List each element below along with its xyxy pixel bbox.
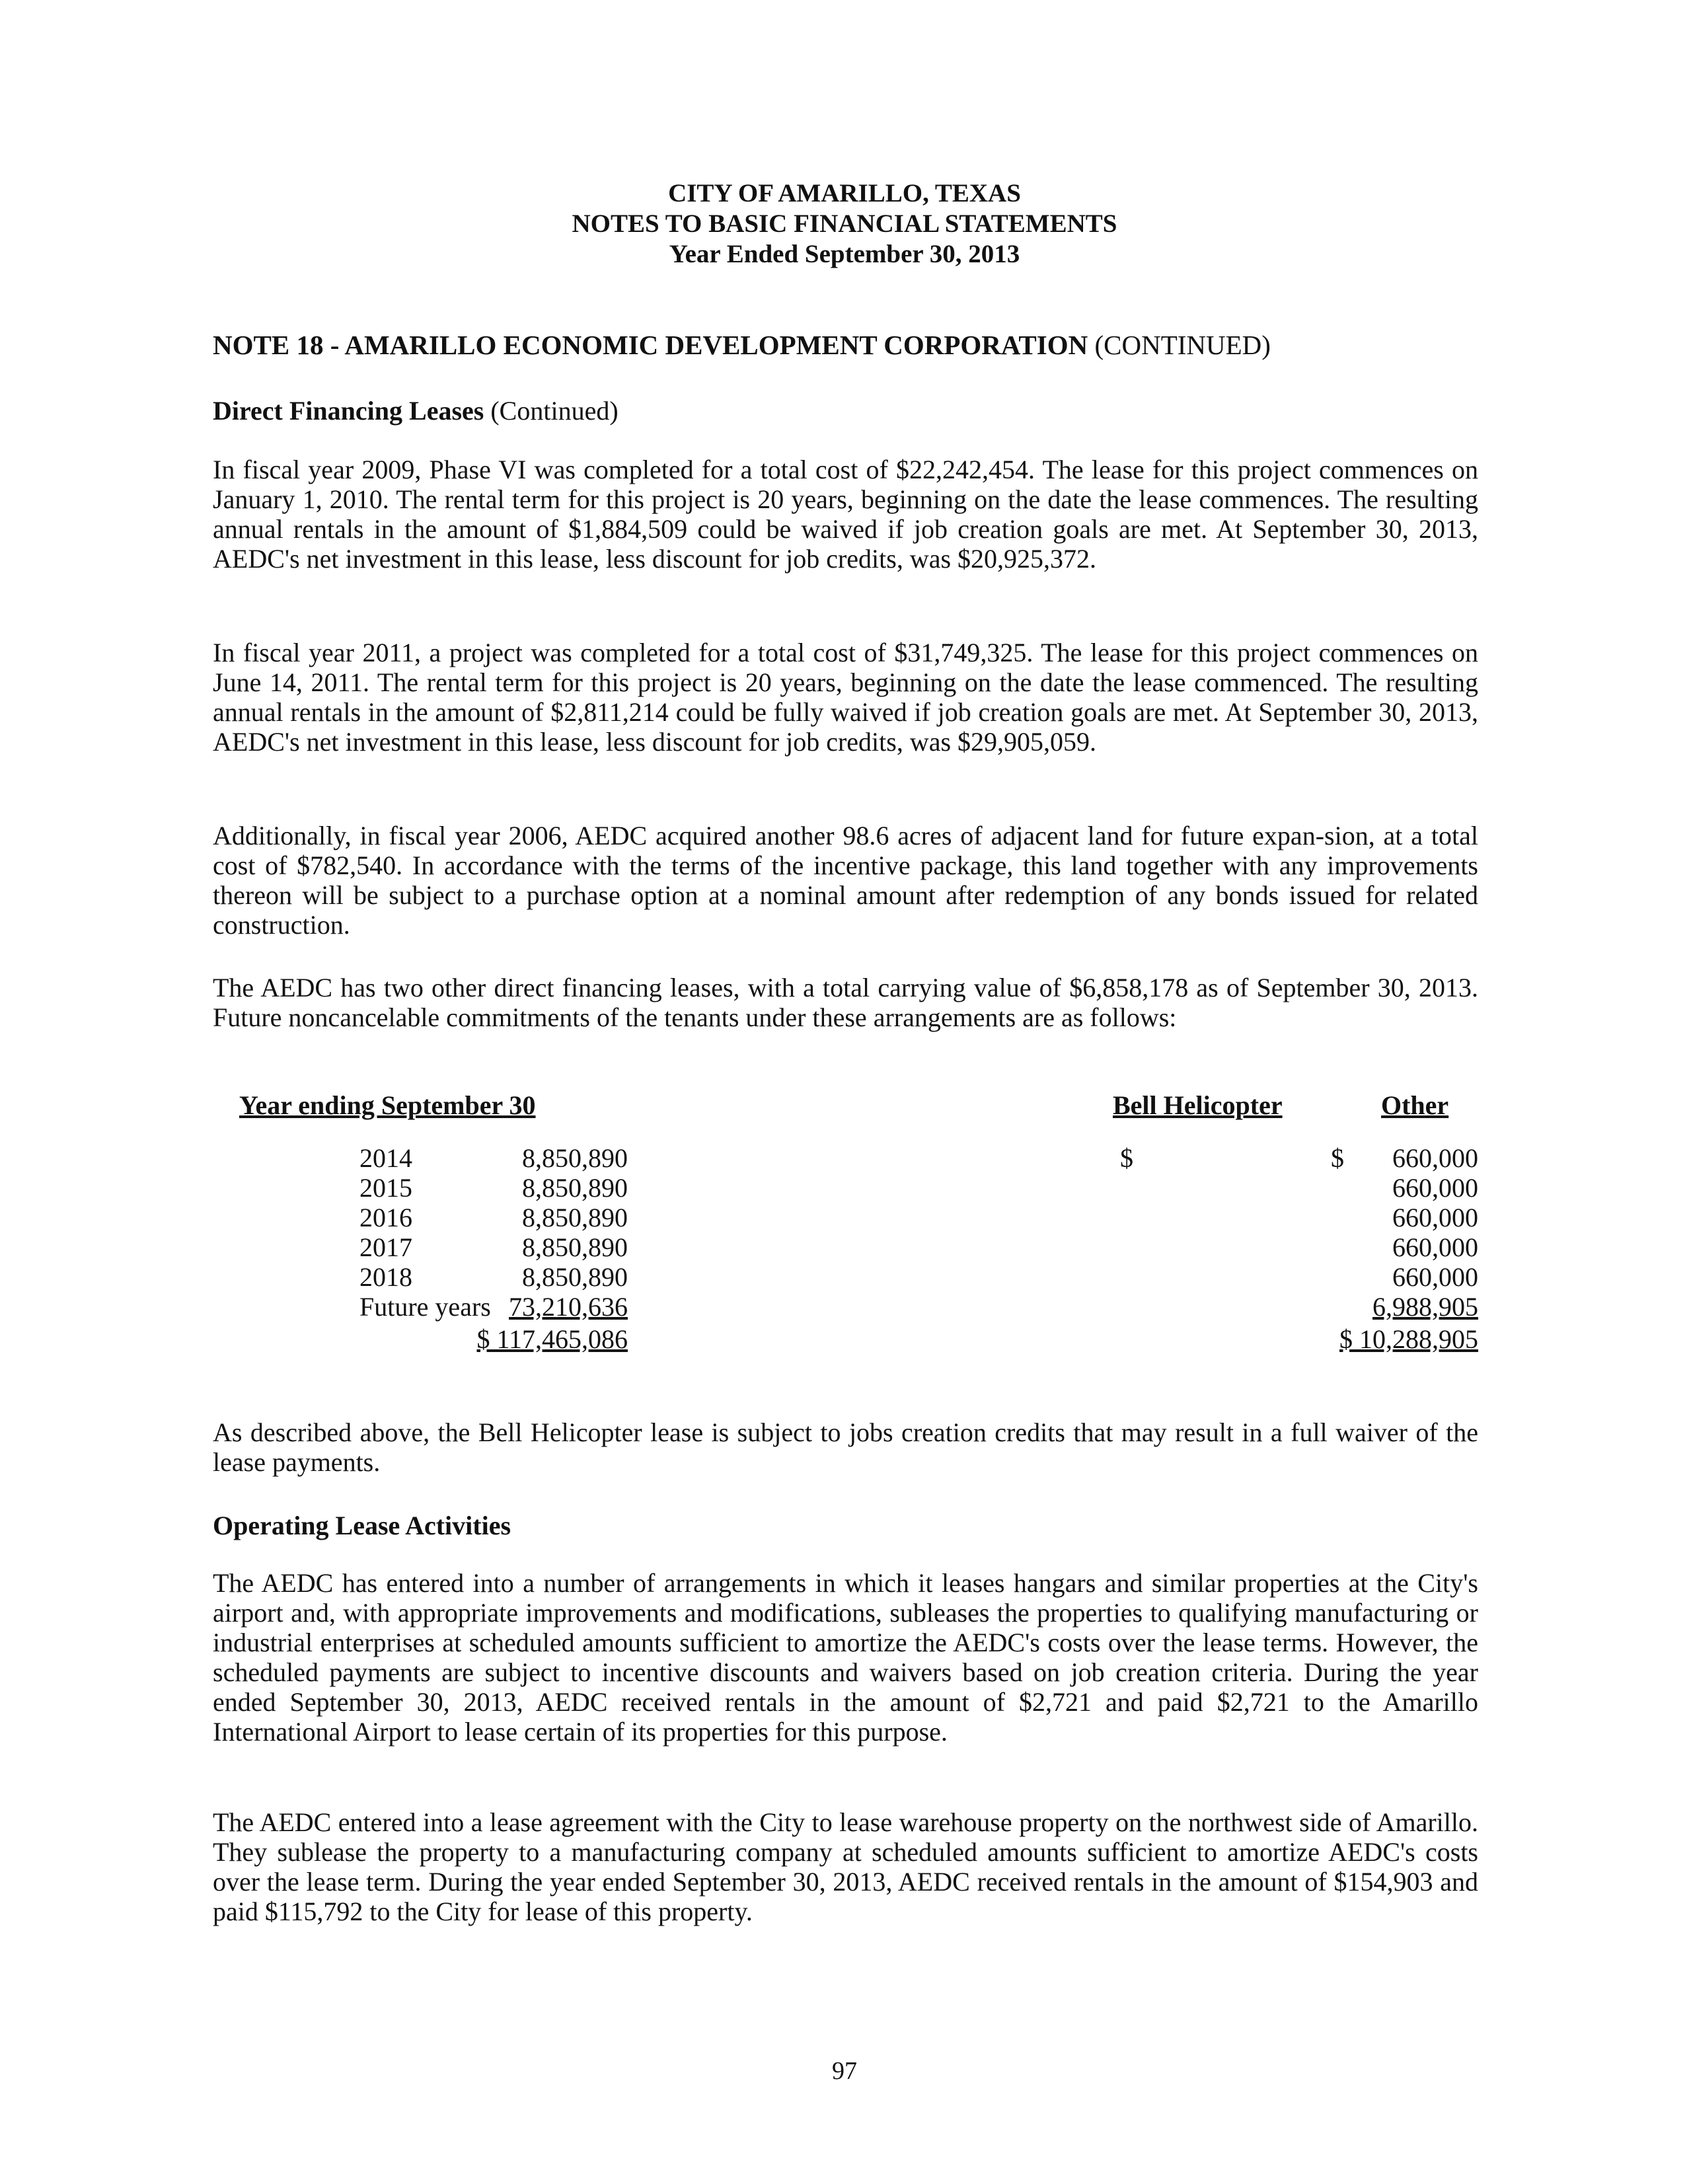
table-row xyxy=(213,1143,1478,1173)
paragraph-warehouse-lease: The AEDC entered into a lease agreement with the City to lease warehouse property on the northwest side of Amarillo. They sublease the property to a manufacturing company at scheduled amounts sufficient to amortize AEDC's costs over the lease term. During the year ended September 30, 2013, AEDC received rentals in the amount of $154,903 and paid $115,792 to the City for lease of this property. xyxy=(213,1807,1478,1926)
section-heading-direct-financing xyxy=(213,395,1478,427)
table-row xyxy=(213,1173,1478,1203)
year-cell: 2016 xyxy=(359,1203,412,1232)
table-row xyxy=(213,1232,1478,1262)
bell-amount: 8,850,890 xyxy=(522,1173,628,1203)
page-number: 97 xyxy=(832,2057,857,2085)
table-row xyxy=(213,1292,1478,1322)
year-cell: 2015 xyxy=(359,1173,412,1203)
year-cell: 2017 xyxy=(359,1232,412,1262)
section-heading-suffix: (Continued) xyxy=(484,396,619,426)
paragraph-fiscal-2011: In fiscal year 2011, a project was completed for a total cost of $31,749,325. The lease for this project commences on June 14, 2011. The rental term for this project is 20 years, beginning on the date the lease commenced. The resulting annual rentals in the amount of $2,811,214 could be fully waived if job creation goals are met. At September 30, 2013, AEDC's net investment in this lease, less discount for job credits, was $29,905,059. xyxy=(213,638,1478,757)
table-total-row xyxy=(213,1324,1478,1361)
header-entity: CITY OF AMARILLO, TEXAS xyxy=(668,179,1021,207)
bell-amount: 8,850,890 xyxy=(522,1203,628,1232)
table-header-row xyxy=(213,1090,1478,1143)
document-header xyxy=(0,178,1689,270)
paragraph-other-leases: The AEDC has two other direct financing leases, with a total carrying value of $6,858,178 as of September 30, 2013. Future noncancelable commitments of the tenants under these arrangements are as follows: xyxy=(213,973,1478,1032)
year-cell: 2018 xyxy=(359,1262,412,1292)
header-period: Year Ended September 30, 2013 xyxy=(669,240,1020,268)
paragraph-bell-credits: As described above, the Bell Helicopter lease is subject to jobs creation credits that may result in a full waiver of the lease payments. xyxy=(213,1417,1478,1477)
other-amount: 660,000 xyxy=(1392,1173,1478,1203)
other-amount: 6,988,905 xyxy=(1372,1292,1478,1322)
section-heading-main: Direct Financing Leases xyxy=(213,396,484,426)
table-row xyxy=(213,1262,1478,1292)
other-total: $ 10,288,905 xyxy=(1339,1324,1478,1354)
note-title-suffix: (CONTINUED) xyxy=(1088,330,1271,360)
header-title: NOTES TO BASIC FINANCIAL STATEMENTS xyxy=(572,209,1117,238)
bell-amount: 8,850,890 xyxy=(522,1232,628,1262)
paragraph-additional-land: Additionally, in fiscal year 2006, AEDC acquired another 98.6 acres of adjacent land for future expan-sion, at a total cost of $782,540. In accordance with the terms of the incentive package, this land together with any improvements thereon will be subject to a purchase option at a nominal amount after redemption of any bonds issued for related construction. xyxy=(213,821,1478,940)
dollar-sign-other: $ xyxy=(1331,1143,1344,1173)
year-cell: Future years xyxy=(359,1292,491,1322)
other-amount: 660,000 xyxy=(1392,1143,1478,1173)
dollar-sign-bell: $ xyxy=(1120,1143,1133,1173)
bell-total: $ 117,465,086 xyxy=(476,1324,628,1354)
lease-commitments-table xyxy=(213,1090,1478,1361)
bell-amount: 8,850,890 xyxy=(522,1262,628,1292)
bell-amount: 8,850,890 xyxy=(522,1143,628,1173)
table-row xyxy=(213,1203,1478,1232)
year-cell: 2014 xyxy=(359,1143,412,1173)
column-header-year: Year ending September 30 xyxy=(239,1090,536,1120)
paragraph-phase-vi: In fiscal year 2009, Phase VI was completed for a total cost of $22,242,454. The lease for this project commences on January 1, 2010. The rental term for this project is 20 years, beginning on the date the lease commences. The resulting annual rentals in the amount of $1,884,509 could be waived if job creation goals are met. At September 30, 2013, AEDC's net investment in this lease, less discount for job credits, was $20,925,372. xyxy=(213,455,1478,574)
section-heading-operating-lease: Operating Lease Activities xyxy=(213,1511,511,1540)
paragraph-hangar-arrangements: The AEDC has entered into a number of arrangements in which it leases hangars and similar properties at the City's airport and, with appropriate improvements and modifications, subleases the properties to qualifying manufacturing or industrial enterprises at scheduled amounts sufficient to amortize the AEDC's costs over the lease terms. However, the scheduled payments are subject to incentive discounts and waivers based on job creation criteria. During the year ended September 30, 2013, AEDC received rentals in the amount of $2,721 and paid $2,721 to the Amarillo International Airport to lease certain of its properties for this purpose. xyxy=(213,1568,1478,1747)
note-title-main: NOTE 18 - AMARILLO ECONOMIC DEVELOPMENT CORPORATION xyxy=(213,330,1088,360)
other-amount: 660,000 xyxy=(1392,1232,1478,1262)
other-amount: 660,000 xyxy=(1392,1203,1478,1232)
note-title xyxy=(213,328,1478,361)
column-header-bell: Bell Helicopter xyxy=(1113,1090,1283,1120)
other-amount: 660,000 xyxy=(1392,1262,1478,1292)
bell-amount: 73,210,636 xyxy=(509,1292,628,1322)
column-header-other: Other xyxy=(1381,1090,1449,1120)
